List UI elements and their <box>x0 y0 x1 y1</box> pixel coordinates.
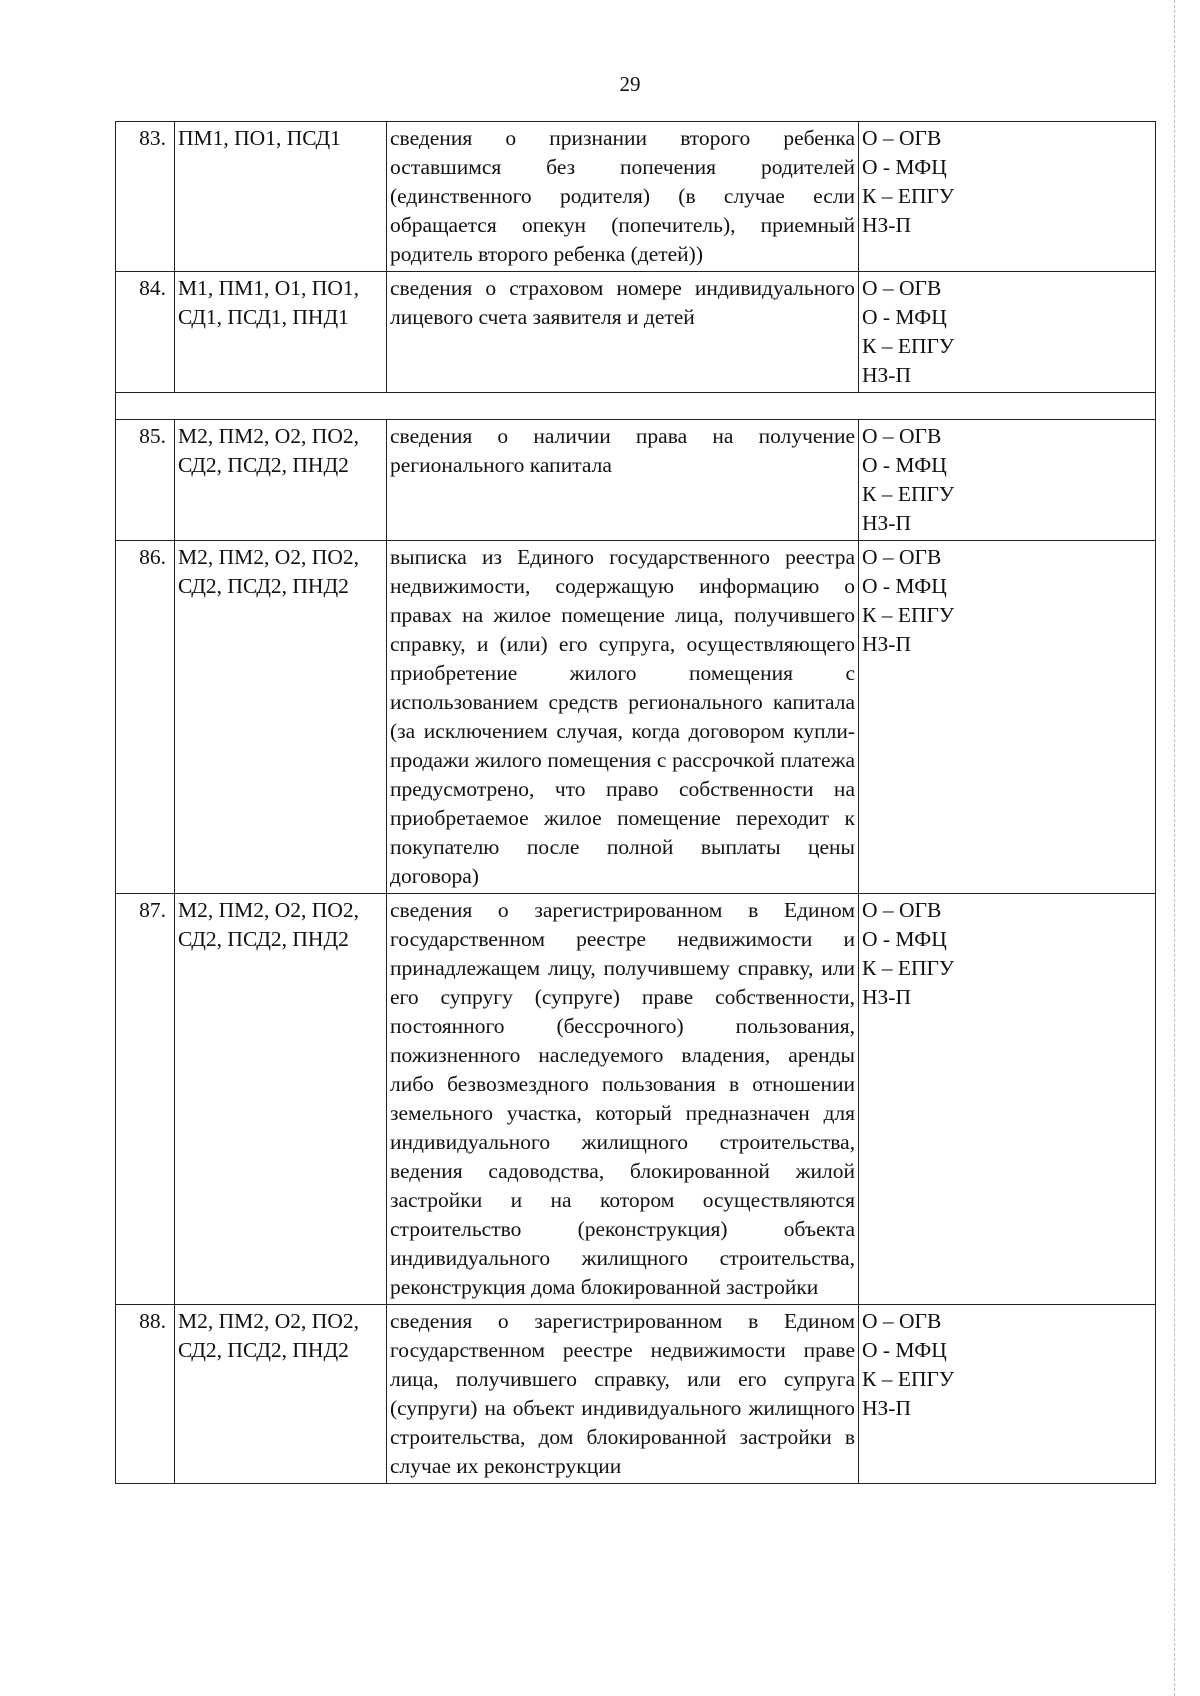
applicant-codes: М2, ПМ2, О2, ПО2, СД2, ПСД2, ПНД2 <box>175 1305 387 1484</box>
document-description: сведения о страховом номере индивидуального лицевого счета заявителя и детей <box>387 272 859 393</box>
table-row <box>116 1305 1156 1484</box>
document-description: сведения о зарегистрированном в Едином государственном реестре недвижимости и принадлежащем лицу, получившему справку, или его супругу (супруге) праве собственности, постоянного (бессрочного) пользования, пожизненного наследуемого владения, аренды либо безвозмездного пользования в отношении земельного участка, который предназначен для индивидуального жилищного строительства, ведения садоводства, блокированной жилой застройки и на котором осуществляются строительство (реконструкция) объекта индивидуального жилищного строительства, реконструкция дома блокированной застройки <box>387 894 859 1305</box>
document-description: выписка из Единого государственного реестра недвижимости, содержащую информацию о правах на жилое помещение лица, получившего справку, и (или) его супруга, осуществляющего приобретение жилого помещения с использованием средств регионального капитала (за исключением случая, когда договором купли-продажи жилого помещения с рассрочкой платежа предусмотрено, что право собственности на приобретаемое жилое помещение переходит к покупателю после полной выплаты цены договора) <box>387 541 859 894</box>
document-table <box>115 121 1156 1484</box>
method-item: НЗ-П <box>862 632 911 656</box>
submission-methods <box>859 1305 1156 1484</box>
document-description: сведения о наличии права на получение регионального капитала <box>387 420 859 541</box>
submission-methods <box>859 272 1156 393</box>
method-item: К – ЕПГУ <box>862 334 955 358</box>
submission-methods <box>859 420 1156 541</box>
method-item: НЗ-П <box>862 213 911 237</box>
method-item: О - МФЦ <box>862 927 947 951</box>
table-row <box>116 272 1156 393</box>
row-number: 83. <box>116 122 175 272</box>
method-item: НЗ-П <box>862 363 911 387</box>
table-row <box>116 122 1156 272</box>
table-row <box>116 420 1156 541</box>
applicant-codes: ПМ1, ПО1, ПСД1 <box>175 122 387 272</box>
method-item: НЗ-П <box>862 511 911 535</box>
method-item: О – ОГВ <box>862 545 942 569</box>
applicant-codes: М2, ПМ2, О2, ПО2, СД2, ПСД2, ПНД2 <box>175 894 387 1305</box>
row-number: 88. <box>116 1305 175 1484</box>
row-number: 86. <box>116 541 175 894</box>
submission-methods <box>859 894 1156 1305</box>
method-item: К – ЕПГУ <box>862 184 955 208</box>
method-item: НЗ-П <box>862 985 911 1009</box>
document-description: сведения о признании второго ребенка оставшимся без попечения родителей (единственного родителя) (в случае если обращается опекун (попечитель), приемный родитель второго ребенка (детей)) <box>387 122 859 272</box>
method-item: К – ЕПГУ <box>862 956 955 980</box>
scan-edge-line <box>1174 0 1176 1696</box>
method-item: О - МФЦ <box>862 1338 947 1362</box>
row-number: 84. <box>116 272 175 393</box>
applicant-codes: М2, ПМ2, О2, ПО2, СД2, ПСД2, ПНД2 <box>175 420 387 541</box>
document-description: сведения о зарегистрированном в Едином государственном реестре недвижимости праве лица, получившего справку, или его супруга (супруги) на объект индивидуального жилищного строительства, дом блокированной застройки в случае их реконструкции <box>387 1305 859 1484</box>
submission-methods <box>859 541 1156 894</box>
method-item: К – ЕПГУ <box>862 1367 955 1391</box>
separator-cell <box>116 393 1156 420</box>
table-row <box>116 541 1156 894</box>
method-item: О - МФЦ <box>862 155 947 179</box>
method-item: О - МФЦ <box>862 574 947 598</box>
method-item: О – ОГВ <box>862 424 942 448</box>
method-item: О – ОГВ <box>862 898 942 922</box>
method-item: О - МФЦ <box>862 305 947 329</box>
method-item: К – ЕПГУ <box>862 603 955 627</box>
method-item: О – ОГВ <box>862 276 942 300</box>
row-number: 85. <box>116 420 175 541</box>
applicant-codes: М2, ПМ2, О2, ПО2, СД2, ПСД2, ПНД2 <box>175 541 387 894</box>
method-item: О – ОГВ <box>862 126 942 150</box>
method-item: НЗ-П <box>862 1396 911 1420</box>
page-number: 29 <box>619 72 641 96</box>
method-item: О - МФЦ <box>862 453 947 477</box>
row-number: 87. <box>116 894 175 1305</box>
table-row <box>116 894 1156 1305</box>
table-separator-row <box>116 393 1156 420</box>
applicant-codes: М1, ПМ1, О1, ПО1, СД1, ПСД1, ПНД1 <box>175 272 387 393</box>
submission-methods <box>859 122 1156 272</box>
method-item: К – ЕПГУ <box>862 482 955 506</box>
method-item: О – ОГВ <box>862 1309 942 1333</box>
